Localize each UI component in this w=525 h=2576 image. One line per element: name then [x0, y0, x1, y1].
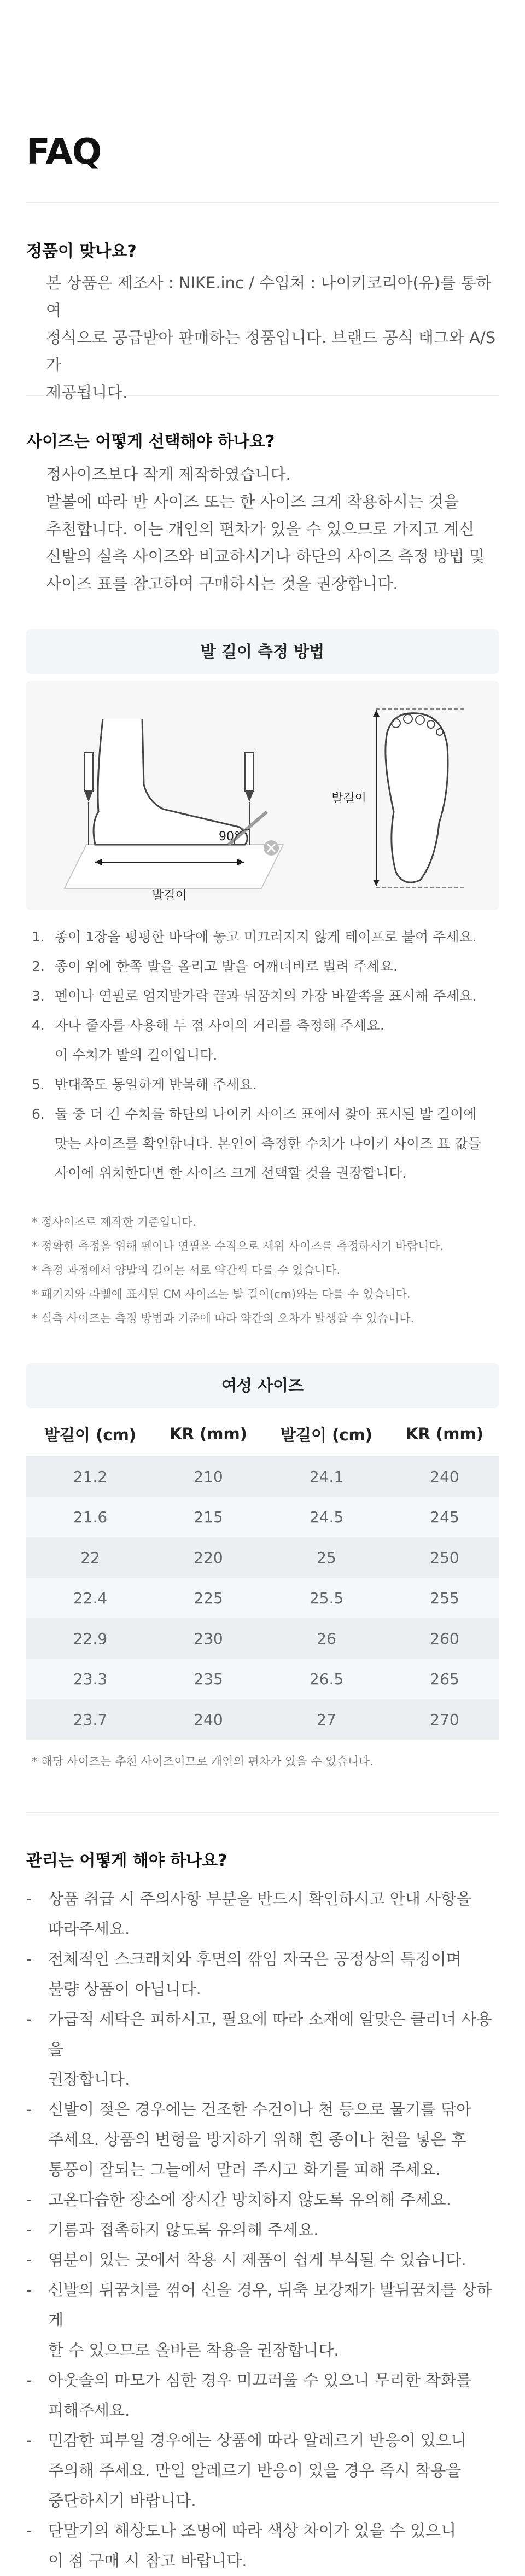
care-text: 기름과 접촉하지 않도록 유의해 주세요. — [48, 2220, 319, 2239]
pen-left-icon — [84, 753, 93, 845]
table-cell: 22.9 — [26, 1618, 154, 1659]
note-line: * 패키지와 라벨에 표시된 CM 사이즈는 발 길이(cm)와는 다를 수 있습니다. — [32, 1288, 411, 1301]
size-table-footnote: * 해당 사이즈는 추천 사이즈이므로 개인의 편차가 있을 수 있습니다. — [32, 1755, 374, 1768]
list-item — [32, 1129, 493, 1159]
table-cell: 26 — [262, 1618, 390, 1659]
list-item: - 신발의 뒤꿈치를 꺾어 신을 경우, 뒤축 보강재가 발뒤꿈치를 상하게 할 수 있으므로 올바른 착용을 권장합니다. — [26, 2275, 499, 2365]
step-text: 이 수치가 발의 길이입니다. — [55, 1047, 218, 1063]
care-text: 중단하시기 바랍니다. — [48, 2491, 196, 2510]
measure-illustration — [26, 681, 499, 910]
list-item — [32, 952, 493, 981]
step-number — [32, 1159, 55, 1188]
list-item: - 고온다습한 장소에 장시간 방치하지 않도록 유의해 주세요. — [26, 2185, 499, 2215]
answer-line: 제공됩니다. — [46, 383, 128, 402]
column-header: KR (mm) — [390, 1411, 499, 1456]
faq-item-care — [26, 1813, 499, 2576]
list-item: - 아웃솔의 마모가 심한 경우 미끄러울 수 있으니 무리한 착화를 피해주세요. — [26, 2365, 499, 2426]
note-line: * 측정 과정에서 양발의 길이는 서로 약간씩 다를 수 있습니다. — [32, 1264, 341, 1277]
step-number: 2. — [32, 958, 45, 974]
care-text: 신발의 뒤꿈치를 꺾어 신을 경우, 뒤축 보강재가 발뒤꿈치를 상하게 — [48, 2281, 492, 2329]
table-cell: 24.5 — [262, 1497, 390, 1537]
care-text: 피해주세요. — [48, 2401, 130, 2420]
table-cell: 23.3 — [26, 1659, 154, 1699]
table-cell: 24.1 — [262, 1456, 390, 1497]
column-header: 발길이 (cm) — [26, 1411, 154, 1456]
note-line: * 정확한 측정을 위해 펜이나 연필을 수직으로 세워 사이즈를 측정하시기 바랍니다. — [32, 1240, 444, 1253]
measure-notes — [26, 1210, 499, 1330]
care-text: 전체적인 스크래치와 후면의 깎임 자국은 공정상의 특징이며 — [48, 1950, 462, 1968]
step-text: 자나 줄자를 사용해 두 점 사이의 거리를 측정해 주세요. — [55, 1017, 384, 1033]
step-text: 펜이나 연필로 엄지발가락 끝과 뒤꿈치의 가장 바깥쪽을 표시해 주세요. — [55, 988, 477, 1004]
faq-item-authentic — [26, 203, 499, 402]
column-header: KR (mm) — [154, 1411, 262, 1456]
answer-line: 사이즈 표를 참고하여 구매하시는 것을 권장합니다. — [46, 574, 398, 593]
table-cell: 260 — [390, 1618, 499, 1659]
foot-sole-icon — [386, 713, 448, 882]
table-row — [26, 1618, 499, 1659]
table-cell: 26.5 — [262, 1659, 390, 1699]
size-table-title: 여성 사이즈 — [26, 1363, 499, 1408]
table-cell: 21.2 — [26, 1456, 154, 1497]
foot-measure-diagram — [26, 681, 499, 910]
care-text: 할 수 있으므로 올바른 착용을 권장합니다. — [48, 2341, 339, 2359]
table-cell: 265 — [390, 1659, 499, 1699]
care-text: 단말기의 해상도나 조명에 따라 색상 차이가 있을 수 있으니 — [48, 2521, 457, 2540]
list-item: - 상품 취급 시 주의사항 부분을 반드시 확인하시고 안내 사항을 따라주세요. — [26, 1884, 499, 1944]
table-cell: 240 — [154, 1699, 262, 1740]
care-text: 민감한 피부일 경우에는 상품에 따라 알레르기 반응이 있으니 — [48, 2431, 466, 2450]
step-number — [32, 1040, 55, 1070]
care-text: 통풍이 잘되는 그늘에서 말려 주시고 화기를 피해 주세요. — [48, 2160, 441, 2179]
table-row — [26, 1659, 499, 1699]
table-cell: 27 — [262, 1699, 390, 1740]
step-number: 5. — [32, 1077, 45, 1092]
step-text: 사이에 위치한다면 한 사이즈 크게 선택할 것을 권장합니다. — [55, 1165, 407, 1181]
answer-authentic — [26, 269, 499, 406]
paper-sheet — [65, 845, 283, 888]
step-number: 3. — [32, 988, 45, 1004]
foot-length-label: 발길이 — [152, 889, 187, 903]
list-item — [32, 1011, 493, 1040]
care-text: 따라주세요. — [48, 1920, 130, 1938]
table-cell: 22.4 — [26, 1578, 154, 1618]
list-item — [32, 922, 493, 952]
measure-title: 발 길이 측정 방법 — [26, 629, 499, 674]
step-text: 반대쪽도 동일하게 반복해 주세요. — [55, 1077, 257, 1092]
sole-length-label: 발길이 — [331, 792, 366, 805]
list-item — [32, 1040, 493, 1070]
table-cell: 22 — [26, 1537, 154, 1578]
care-text: 권장합니다. — [48, 2070, 130, 2089]
table-row — [26, 1578, 499, 1618]
note-line: * 실측 사이즈는 측정 방법과 기준에 따라 약간의 오차가 발생할 수 있습니다. — [32, 1312, 415, 1325]
table-row — [26, 1537, 499, 1578]
list-item: - 염분이 있는 곳에서 착용 시 제품이 쉽게 부식될 수 있습니다. — [26, 2245, 499, 2275]
care-text: 상품 취급 시 주의사항 부분을 반드시 확인하시고 안내 사항을 — [48, 1889, 472, 1908]
answer-size — [26, 461, 499, 597]
care-text: 신발이 젖은 경우에는 건조한 수건이나 천 등으로 물기를 닦아 — [48, 2100, 472, 2119]
answer-line: 정사이즈보다 작게 제작하였습니다. — [46, 465, 291, 484]
list-item — [32, 1100, 493, 1129]
care-text: 주의해 주세요. 만일 알레르기 반응이 있을 경우 즉시 착용을 — [48, 2461, 462, 2480]
angle-label: 90° — [219, 830, 240, 844]
care-text: 불량 상품이 아닙니다. — [48, 1980, 201, 1998]
table-cell: 225 — [154, 1578, 262, 1618]
answer-line: 본 상품은 제조사 : NIKE.inc / 수입처 : 나이키코리아(유)를 통하여 — [46, 274, 492, 319]
faq-item-size — [26, 396, 499, 1773]
care-text: 가급적 세탁은 피하시고, 필요에 따라 소재에 알맞은 클리너 사용을 — [48, 2010, 492, 2059]
table-cell: 215 — [154, 1497, 262, 1537]
step-number: 4. — [32, 1017, 45, 1033]
size-table — [26, 1411, 499, 1740]
step-text: 맞는 사이즈를 확인합니다. 본인이 측정한 수치가 나이키 사이즈 표 값들 — [55, 1136, 481, 1152]
list-item: - 전체적인 스크래치와 후면의 깎임 자국은 공정상의 특징이며 불량 상품이 아닙니다. — [26, 1944, 499, 2004]
list-item: - 기름과 접촉하지 않도록 유의해 주세요. — [26, 2215, 499, 2245]
table-cell: 25 — [262, 1537, 390, 1578]
table-row — [26, 1497, 499, 1537]
table-cell: 23.7 — [26, 1699, 154, 1740]
table-cell: 250 — [390, 1537, 499, 1578]
list-item — [32, 1070, 493, 1100]
list-item: - 신발이 젖은 경우에는 건조한 수건이나 천 등으로 물기를 닦아 주세요. 상품의 변형을 방지하기 위해 흰 종이나 천을 넣은 후 통풍이 잘되는 그늘에서 말려 주시고 화기를 피해 주세요. — [26, 2095, 499, 2185]
question-care: 관리는 어떻게 해야 하나요? — [26, 1851, 228, 1870]
answer-line: 신발의 실측 사이즈와 비교하시거나 하단의 사이즈 측정 방법 및 — [46, 547, 485, 566]
table-cell: 240 — [390, 1456, 499, 1497]
table-cell: 21.6 — [26, 1497, 154, 1537]
list-item: - 단말기의 해상도나 조명에 따라 색상 차이가 있을 수 있으니 이 점 구매 시 참고 바랍니다. — [26, 2516, 499, 2576]
step-number: 1. — [32, 929, 45, 945]
list-item: - 민감한 피부일 경우에는 상품에 따라 알레르기 반응이 있으니 주의해 주세요. 만일 알레르기 반응이 있을 경우 즉시 착용을 중단하시기 바랍니다. — [26, 2426, 499, 2516]
care-text: 주세요. 상품의 변형을 방지하기 위해 흰 종이나 천을 넣은 후 — [48, 2130, 466, 2149]
table-header-row — [26, 1411, 499, 1456]
care-list — [26, 1884, 499, 2576]
care-text: 고온다습한 장소에 장시간 방치하지 않도록 유의해 주세요. — [48, 2190, 451, 2209]
table-cell: 230 — [154, 1618, 262, 1659]
table-cell: 255 — [390, 1578, 499, 1618]
column-header: 발길이 (cm) — [262, 1411, 390, 1456]
answer-line: 발볼에 따라 반 사이즈 또는 한 사이즈 크게 착용하시는 것을 — [46, 492, 459, 511]
table-cell: 25.5 — [262, 1578, 390, 1618]
measure-steps — [26, 922, 499, 1188]
care-text: 염분이 있는 곳에서 착용 시 제품이 쉽게 부식될 수 있습니다. — [48, 2251, 466, 2269]
step-number — [32, 1129, 55, 1159]
note-line: * 정사이즈로 제작한 기준입니다. — [32, 1216, 196, 1229]
list-item: - 가급적 세탁은 피하시고, 필요에 따라 소재에 알맞은 클리너 사용을 권장합니다. — [26, 2004, 499, 2095]
table-row — [26, 1699, 499, 1740]
care-text: 아웃솔의 마모가 심한 경우 미끄러울 수 있으니 무리한 착화를 — [48, 2371, 472, 2389]
answer-line: 정식으로 공급받아 판매하는 정품입니다. 브랜드 공식 태그와 A/S가 — [46, 328, 496, 374]
step-text: 종이 위에 한쪽 발을 올리고 발을 어깨너비로 벌려 주세요. — [55, 958, 398, 974]
table-cell: 270 — [390, 1699, 499, 1740]
question-size: 사이즈는 어떻게 선택해야 하나요? — [26, 432, 275, 451]
page-title: FAQ — [26, 132, 102, 172]
list-item — [32, 981, 493, 1011]
step-text: 둘 중 더 긴 수치를 하단의 나이키 사이즈 표에서 찾아 표시된 발 길이에 — [55, 1106, 477, 1122]
care-text: 이 점 구매 시 참고 바랍니다. — [48, 2551, 247, 2570]
table-cell: 220 — [154, 1537, 262, 1578]
foot-side-icon — [94, 719, 247, 845]
answer-line: 추천합니다. 이는 개인의 편차가 있을 수 있으므로 가지고 계신 — [46, 520, 475, 538]
table-cell: 235 — [154, 1659, 262, 1699]
list-item — [32, 1159, 493, 1188]
step-number: 6. — [32, 1106, 45, 1122]
table-cell: 210 — [154, 1456, 262, 1497]
table-row — [26, 1456, 499, 1497]
table-cell: 245 — [390, 1497, 499, 1537]
step-text: 종이 1장을 평평한 바닥에 놓고 미끄러지지 않게 테이프로 붙여 주세요. — [55, 929, 477, 945]
question-authentic: 정품이 맞나요? — [26, 242, 137, 261]
